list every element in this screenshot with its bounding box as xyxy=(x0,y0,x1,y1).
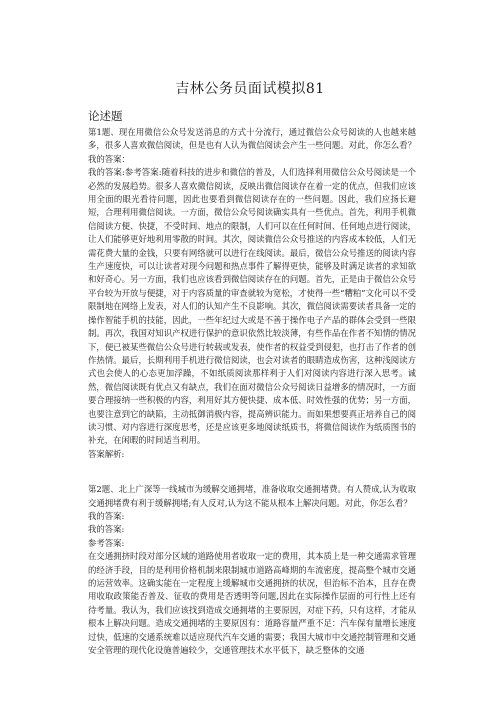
my-answer-label: 我的答案: xyxy=(88,524,125,535)
document-title: 吉林公务员面试模拟81 xyxy=(175,81,325,97)
question-2-text: 第2题、北上广深等一线城市为缓解交通拥堵，准备收取交通拥堵费。有人赞成,认为收取交通拥堵费有利于缓解拥堵;有人反对,认为这不能从根本上解决问题。对此，你怎么看？ xyxy=(88,484,416,508)
question-1-text: 第1题、现在用微信公众号发送消息的方式十分流行，通过微信公众号阅读的人也越来越多，很多人喜欢微信阅读，但是也有人认为微信阅读会产生一些问题。对此，你怎么看？我的答案： xyxy=(88,127,416,164)
document-body xyxy=(88,108,416,657)
section-heading: 论述题 xyxy=(88,109,123,123)
question-1-answer: 我的答案:参考答案:随着科技的进步和微信的普及，人们选择利用微信公众号阅读是一个必然的发展趋势。很多人喜欢微信阅读，反映出微信阅读存在着一定的优点，但我们应该用全面的眼光看待问题，因此也要看到微信阅读存在的一些问题。因此，我们应扬长避短，合理利用微信阅读。一方面，微信公众号阅读确实具有一些优点。首先，利用手机微信阅读方便、快捷，不受时间、地点的限制，人们可以在任何时间、任何地点进行阅读，让人们能够更好地利用零散的时间。其次，阅读微信公众号推送的内容成本较低，人们无需花费大量的金钱，只要有网络就可以进行在线阅读。最后，微信公众号推送的阅读内容生产速度快，可以让读者对现今问题和热点事件了解得更快，能够及时满足读者的求知欲和好奇心。另一方面，我们也应该看到微信阅读存在的问题。首先，正是由于微信公众号平台较为开放与便捷，对于内容质量的审查就较为宽松，才使得一些“糟粕”文化可以不受限制地在网络上发表，对人们的认知产生不良影响。其次，微信阅读需要读者具备一定的操作智能手机的技能，因此，一些年纪过大或是不善于操作电子产品的群体会受到一些限制。再次，我国对知识产权进行保护的意识依然比较淡薄，有些作品在作者不知情的情况下，便已被某些微信公众号进行转载或发表，使作者的权益受到侵犯，也打击了作者的创作热情。最后，长期利用手机进行微信阅读，也会对读者的眼睛造成伤害，这种浅阅读方式也会使人的心态更加浮躁，不如纸质阅读那样利于人们对阅读内容进行深入思考。诚然，微信阅读既有优点又有缺点，我们在面对微信公众号阅读日益增多的情况时，一方面要合理接纳一些积极的内容，利用好其方便快捷、成本低、时效性强的优势；另一方面，也要注意到它的缺陷，主动抵御消极内容，提高辨识能力。而如果想要真正培养自己的阅读习惯、对内容进行深度思考，还是应该更多地阅读纸质书，将微信阅读作为纸质图书的补充，在闲暇的时间适当利用。 xyxy=(88,167,416,446)
question-1-analysis-label: 答案解析: xyxy=(88,448,125,459)
spacer xyxy=(88,461,416,483)
my-answer-label: 我的答案: xyxy=(88,510,125,521)
reference-answer-label: 参考答案: xyxy=(88,537,125,548)
question-2-answer: 在交通拥挤时段对部分区域的道路使用者收取一定的费用，其本质上是一种交通需求管理的经济手段，目的是利用价格机制来限制城市道路高峰期的车流密度，提高整个城市交通的运营效率。这确实能在一定程度上缓解城市交通拥挤的状况，但治标不治本，且存在费用收取政策能否普及、征收的费用是否透明等问题,因此在实际操作层面的可行性上还有待考量。我认为，我们应该找到造成交通拥堵的主要原因，对症下药，只有这样，才能从根本上解决问题。造成交通拥堵的主要原因有：道路容量严重不足：汽车保有量增长速度过快，低速的交通系统难以适应现代汽车交通的需要；我国大城市中交通控制管理和交通安全管理的现代化设施普遍较少，交通管理技术水平低下，缺乏整体的交通 xyxy=(88,551,416,656)
